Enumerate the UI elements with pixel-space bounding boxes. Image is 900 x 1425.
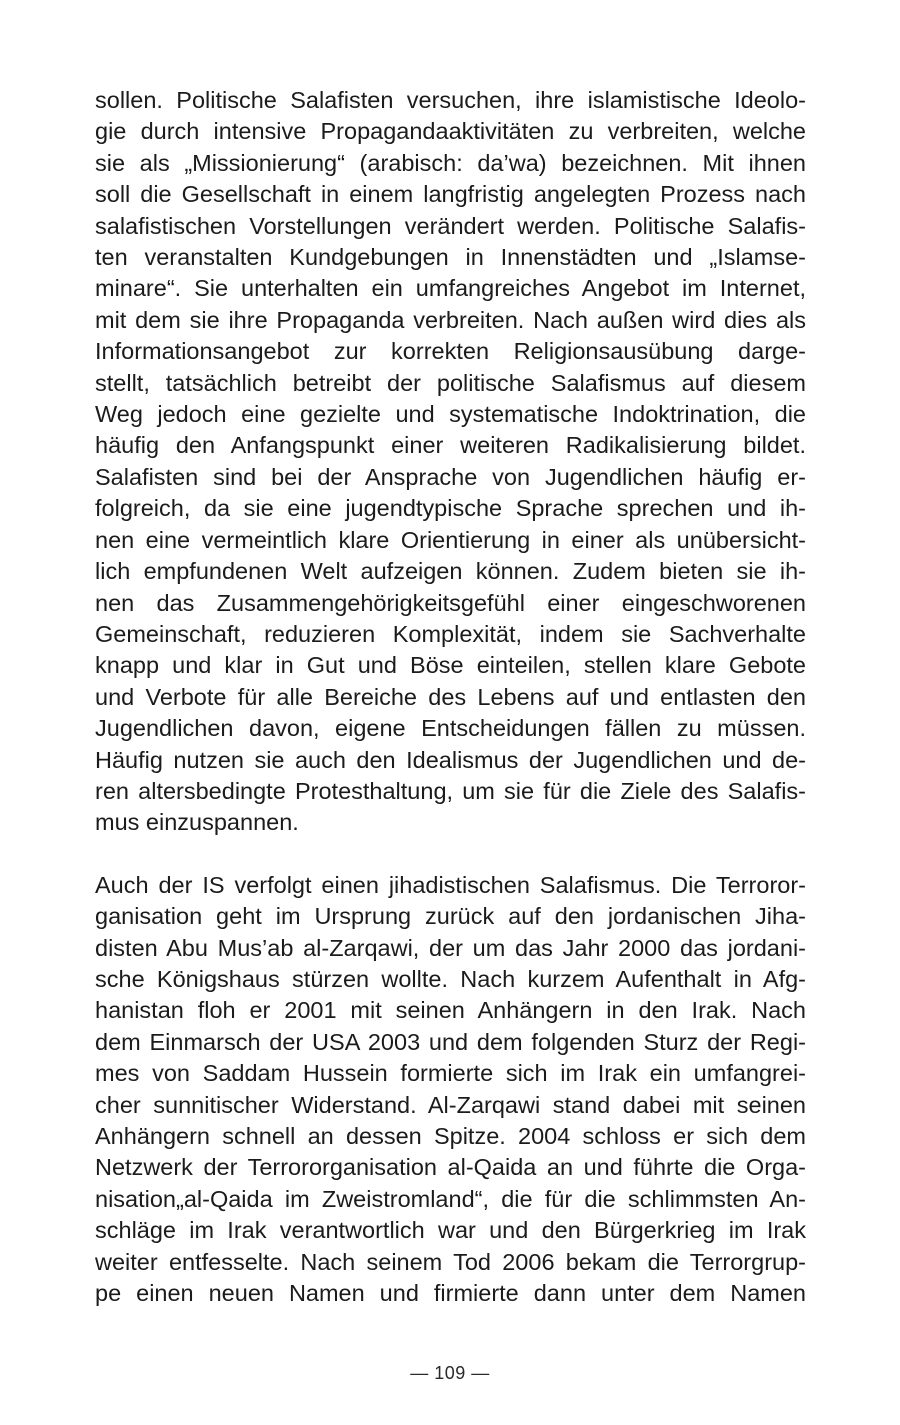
text-line: nisation„al-Qaida im Zweistromland“, die für die schlimmsten An- xyxy=(95,1185,806,1212)
text-line: sie als „Missionierung“ (arabisch: da’wa) bezeichnen. Mit ihnen xyxy=(95,149,806,176)
text-line: nen das Zusammengehörigkeitsgefühl einer eingeschworenen xyxy=(95,589,806,616)
text-line: Salafisten sind bei der Ansprache von Jugendlichen häufig er- xyxy=(95,463,806,490)
text-line: mit dem sie ihre Propaganda verbreiten. Nach außen wird dies als xyxy=(95,306,806,333)
text-line: stellt, tatsächlich betreibt der politische Salafismus auf diesem xyxy=(95,369,806,396)
text-line: lich empfundenen Welt aufzeigen können. Zudem bieten sie ih- xyxy=(95,558,806,585)
text-line: dem Einmarsch der USA 2003 und dem folgenden Sturz der Regi- xyxy=(95,1028,806,1055)
text-line: sche Königshaus stürzen wollte. Nach kurzem Aufenthalt in Afg- xyxy=(95,965,806,992)
footer xyxy=(0,1363,900,1384)
text-line: sollen. Politische Salafisten versuchen, ihre islamistische Ideolo- xyxy=(95,87,806,113)
text-line: und Verbote für alle Bereiche des Lebens auf und entlasten den xyxy=(95,683,806,710)
text-line: gie durch intensive Propagandaaktivitäten zu verbreiten, welche xyxy=(95,118,806,145)
text-line: Weg jedoch eine gezielte und systematische Indoktrination, die xyxy=(95,401,806,428)
text-line: mus einzuspannen. xyxy=(95,809,299,836)
text-line: cher sunnitischer Widerstand. Al-Zarqawi stand dabei mit seinen xyxy=(95,1091,806,1118)
text-line: ren altersbedingte Protesthaltung, um sie für die Ziele des Salafis- xyxy=(95,777,806,804)
text-line: Informationsangebot zur korrekten Religionsausübung darge- xyxy=(95,338,806,365)
text-line: weiter entfesselte. Nach seinem Tod 2006 bekam die Terrorgrup- xyxy=(95,1248,806,1275)
text-line: häufig den Anfangspunkt einer weiteren Radikalisierung bildet. xyxy=(95,432,806,459)
text-line: nen eine vermeintlich klare Orientierung in einer als unübersicht- xyxy=(95,526,806,553)
text-line: Netzwerk der Terrororganisation al-Qaida an und führte die Orga- xyxy=(95,1154,806,1181)
text-line: knapp und klar in Gut und Böse einteilen, stellen klare Gebote xyxy=(95,652,806,679)
text-line: ten veranstalten Kundgebungen in Innenstädten und „Islamse- xyxy=(95,244,806,271)
text-line: disten Abu Mus’ab al-Zarqawi, der um das Jahr 2000 das jordani- xyxy=(95,934,806,961)
text-line: hanistan floh er 2001 mit seinen Anhängern in den Irak. Nach xyxy=(95,997,806,1024)
paragraph xyxy=(95,870,806,1310)
text-line: salafistischen Vorstellungen verändert werden. Politische Salafis- xyxy=(95,212,806,239)
text-line: pe einen neuen Namen und firmierte dann unter dem Namen xyxy=(95,1280,806,1307)
text-line: ganisation geht im Ursprung zurück auf den jordanischen Jiha- xyxy=(95,903,806,930)
text-line: folgreich, da sie eine jugendtypische Sprache sprechen und ih- xyxy=(95,495,806,522)
text-line: minare“. Sie unterhalten ein umfangreiches Angebot im Internet, xyxy=(95,275,806,302)
text-line: Jugendlichen davon, eigene Entscheidungen fällen zu müssen. xyxy=(95,715,806,742)
text-line: soll die Gesellschaft in einem langfristig angelegten Prozess nach xyxy=(95,181,806,208)
text-line: mes von Saddam Hussein formierte sich im Irak ein umfangrei- xyxy=(95,1060,806,1087)
page-number: — 109 — xyxy=(410,1363,490,1383)
text-line: Gemeinschaft, reduzieren Komplexität, indem sie Sachverhalte xyxy=(95,620,806,647)
text-line: Anhängern schnell an dessen Spitze. 2004 schloss er sich dem xyxy=(95,1123,806,1149)
text-block xyxy=(95,85,806,1309)
text-line: Auch der IS verfolgt einen jihadistischen Salafismus. Die Terroror- xyxy=(95,871,806,898)
text-line: Häufig nutzen sie auch den Idealismus der Jugendlichen und de- xyxy=(95,746,806,773)
paragraph xyxy=(95,85,806,839)
text-line: schläge im Irak verantwortlich war und den Bürgerkrieg im Irak xyxy=(95,1217,806,1244)
